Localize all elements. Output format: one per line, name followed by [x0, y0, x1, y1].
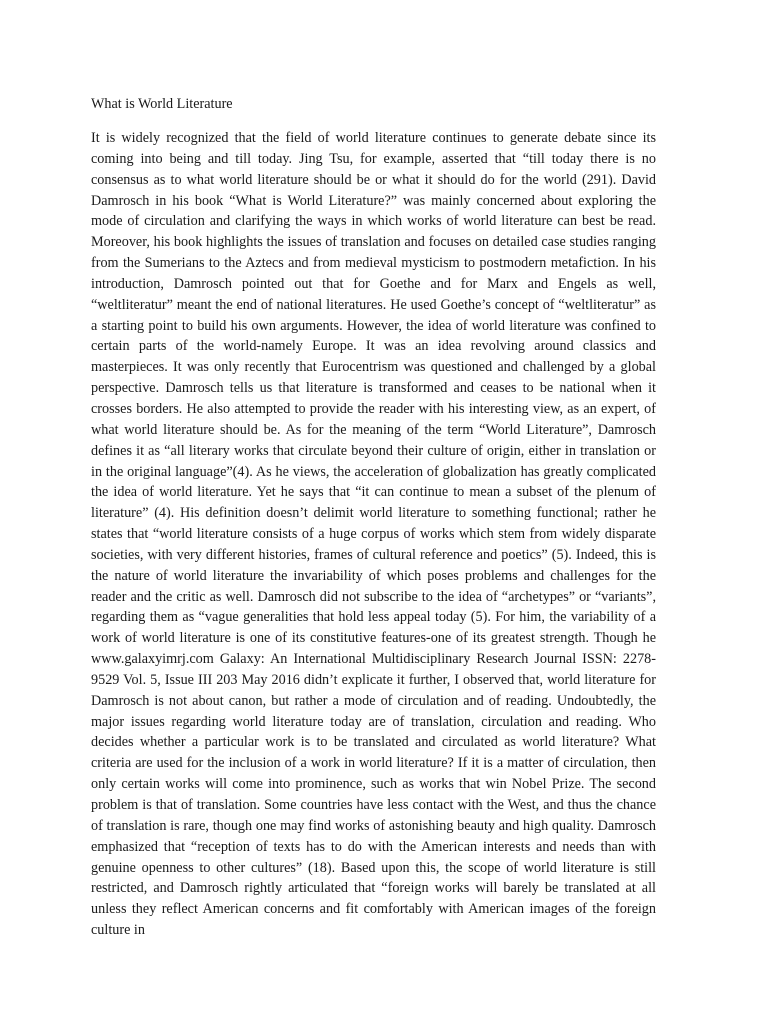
document-body-paragraph: It is widely recognized that the field of world literature continues to generate debate since its coming into being and till today. Jing Tsu, for example, asserted that “till today there is no consensus as to what world literature should be or what it should do for the world (291). David Damrosch in his book “What is World Literature?” was mainly concerned about exploring the mode of circulation and clarifying the ways in which works of world literature can best be read. Moreover, his book highlights the issues of translation and focuses on detailed case studies ranging from the Sumerians to the Aztecs and from medieval mysticism to postmodern metafiction. In his introduction, Damrosch pointed out that for Goethe and for Marx and Engels as well, “weltliteratur” meant the end of national literatures. He used Goethe’s concept of “weltliteratur” as a starting point to build his own arguments. However, the idea of world literature was confined to certain parts of the world-namely Europe. It was an idea revolving around classics and masterpieces. It was only recently that Eurocentrism was questioned and challenged by a global perspective. Damrosch tells us that literature is transformed and ceases to be national when it crosses borders. He also attempted to provide the reader with his interesting view, as an expert, of what world literature should be. As for the meaning of the term “World Literature”, Damrosch defines it as “all literary works that circulate beyond their culture of origin, either in translation or in the original language”(4). As he views, the acceleration of globalization has greatly complicated the idea of world literature. Yet he says that “it can continue to mean a subset of the plenum of literature” (4). His definition doesn’t delimit world literature to something functional; rather he states that “world literature consists of a huge corpus of works which stem from widely disparate societies, with very different histories, frames of cultural reference and poetics” (5). Indeed, this is the nature of world literature the invariability of which poses problems and challenges for the reader and the critic as well. Damrosch did not subscribe to the idea of “archetypes” or “variants”, regarding them as “vague generalities that hold less appeal today (5). For him, the variability of a work of world literature is one of its constitutive features-one of its greatest strength. Though he www.galaxyimrj.com Galaxy: An International Multidisciplinary Research Journal ISSN: 2278-9529 Vol. 5, Issue III 203 May 2016 didn’t explicate it further, I observed that, world literature for Damrosch is not about canon, but rather a mode of circulation and of reading. Undoubtedly, the major issues regarding world literature today are of translation, circulation and reading. Who decides whether a particular work is to be translated and circulated as world literature? What criteria are used for the inclusion of a work in world literature? If it is a matter of circulation, then only certain works will come into prominence, such as works that win Nobel Prize. The second problem is that of translation. Some countries have less contact with the West, and thus the chance of translation is rare, though one may find works of astonishing beauty and high quality. Damrosch emphasized that “reception of texts has to do with the American interests and needs than with genuine openness to other cultures” (18). Based upon this, the scope of world literature is still restricted, and Damrosch rightly articulated that “foreign works will barely be translated at all unless they reflect American concerns and fit comfortably with American images of the foreign culture in: [91, 130, 656, 939]
document-title: What is World Literature: [91, 96, 233, 112]
